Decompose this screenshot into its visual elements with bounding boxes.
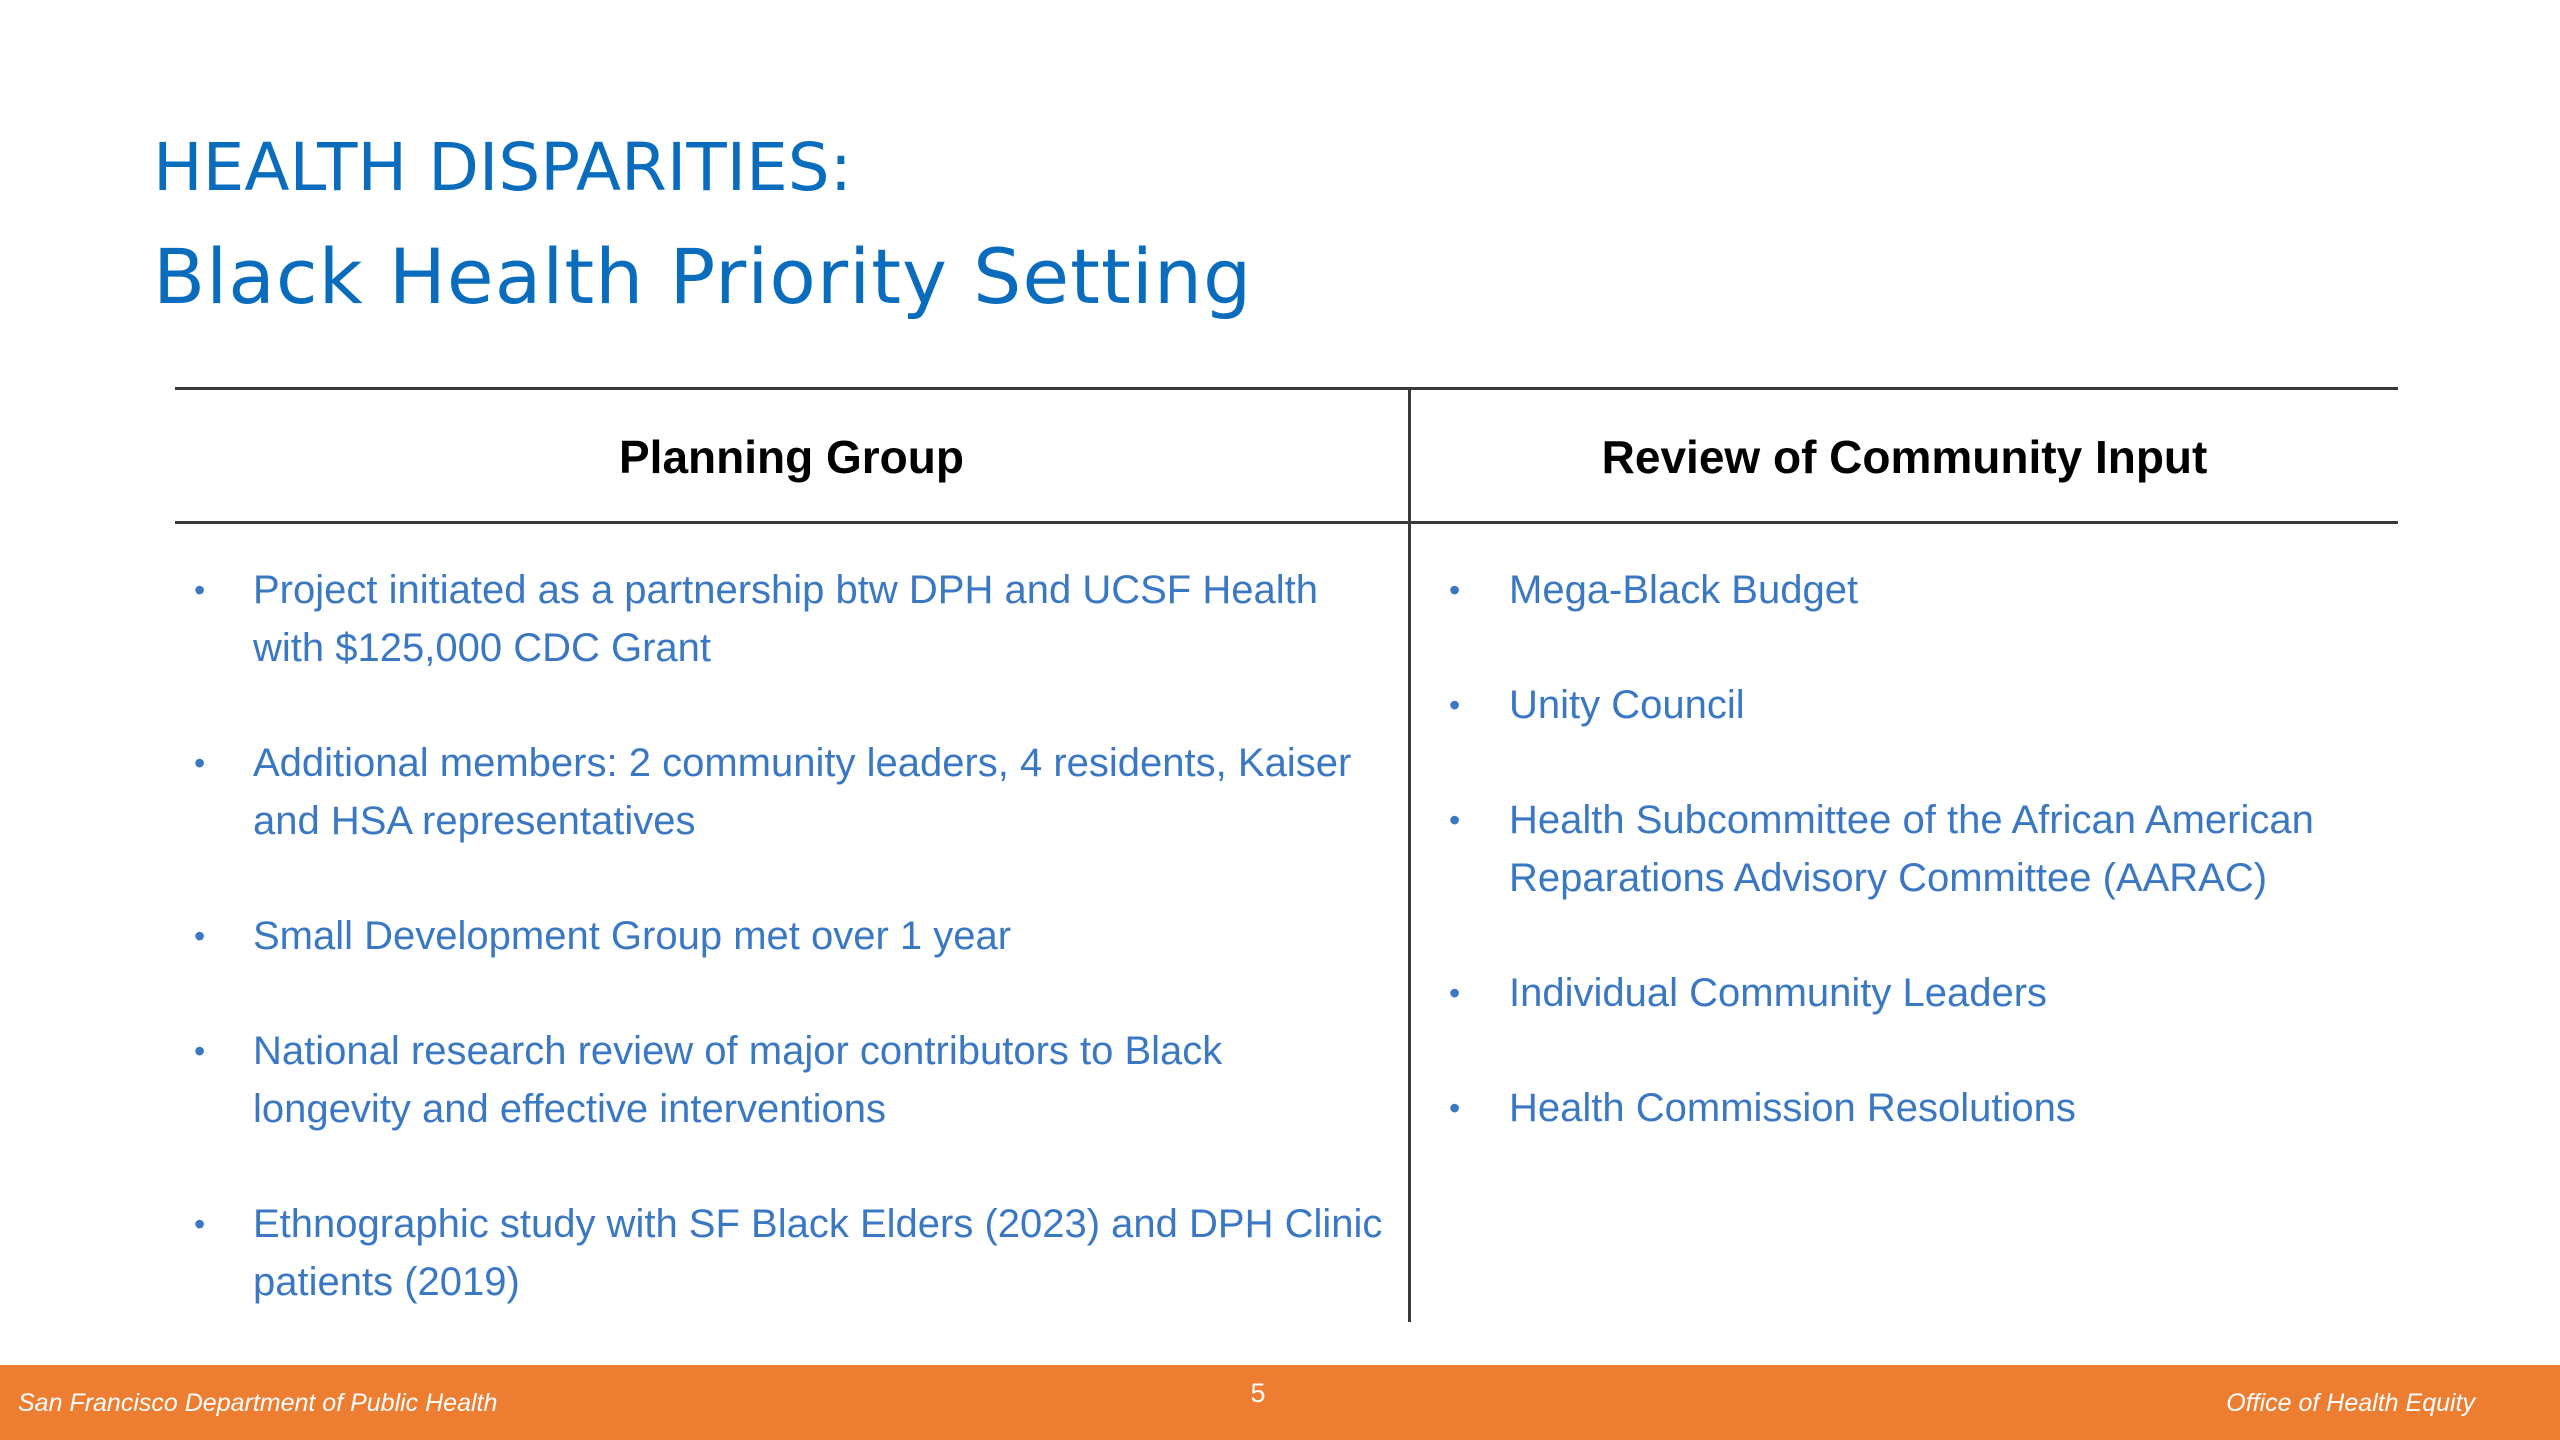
bullet-icon: • [1449,802,1461,838]
list-item [1441,676,2381,734]
community-input-list [1441,561,2381,1194]
list-item-text: Unity Council [1509,683,1745,727]
list-item-text: Ethnographic study with SF Black Elders (2023) and DPH Clinic patients (2019) [253,1202,1383,1304]
slide-title-line2: Black Health Priority Setting [153,232,1253,321]
list-item-text: Health Commission Resolutions [1509,1086,2076,1130]
list-item [186,1022,1386,1138]
footer-office: Office of Health Equity [2226,1389,2475,1417]
list-item-text: National research review of major contributors to Black longevity and effective interventions [253,1029,1223,1131]
list-item-text: Project initiated as a partnership btw DPH and UCSF Health with $125,000 CDC Grant [253,568,1318,670]
bullet-icon: • [194,1206,206,1242]
list-item-text: Additional members: 2 community leaders, 4 residents, Kaiser and HSA representatives [253,741,1352,843]
list-item-text: Health Subcommittee of the African American Reparations Advisory Committee (AARAC) [1509,798,2314,900]
list-item [186,734,1386,850]
list-item [1441,561,2381,619]
bullet-icon: • [194,572,206,608]
bullet-icon: • [1449,572,1461,608]
bullet-icon: • [194,745,206,781]
list-item-text: Small Development Group met over 1 year [253,914,1012,958]
list-item [1441,791,2381,907]
slide-title [153,129,1253,321]
list-item-text: Individual Community Leaders [1509,971,2048,1015]
bullet-icon: • [194,1033,206,1069]
column-divider [1408,387,1411,1322]
planning-group-header: Planning Group [619,431,964,483]
bullet-icon: • [194,918,206,954]
list-item [1441,964,2381,1022]
footer-bar [0,1365,2560,1440]
table-header-rule [175,521,2398,524]
page-number: 5 [1250,1378,1266,1408]
bullet-icon: • [1449,975,1461,1011]
list-item-text: Mega-Black Budget [1509,568,1859,612]
bullet-icon: • [1449,687,1461,723]
list-item [186,1195,1386,1311]
bullet-icon: • [1449,1090,1461,1126]
table-top-rule [175,387,2398,390]
planning-group-list [186,561,1386,1368]
slide-title-line1: HEALTH DISPARITIES: [153,129,852,206]
community-input-header: Review of Community Input [1601,431,2208,483]
list-item [1441,1079,2381,1137]
list-item [186,561,1386,677]
list-item [186,907,1386,965]
footer-organization: San Francisco Department of Public Health [18,1389,498,1417]
